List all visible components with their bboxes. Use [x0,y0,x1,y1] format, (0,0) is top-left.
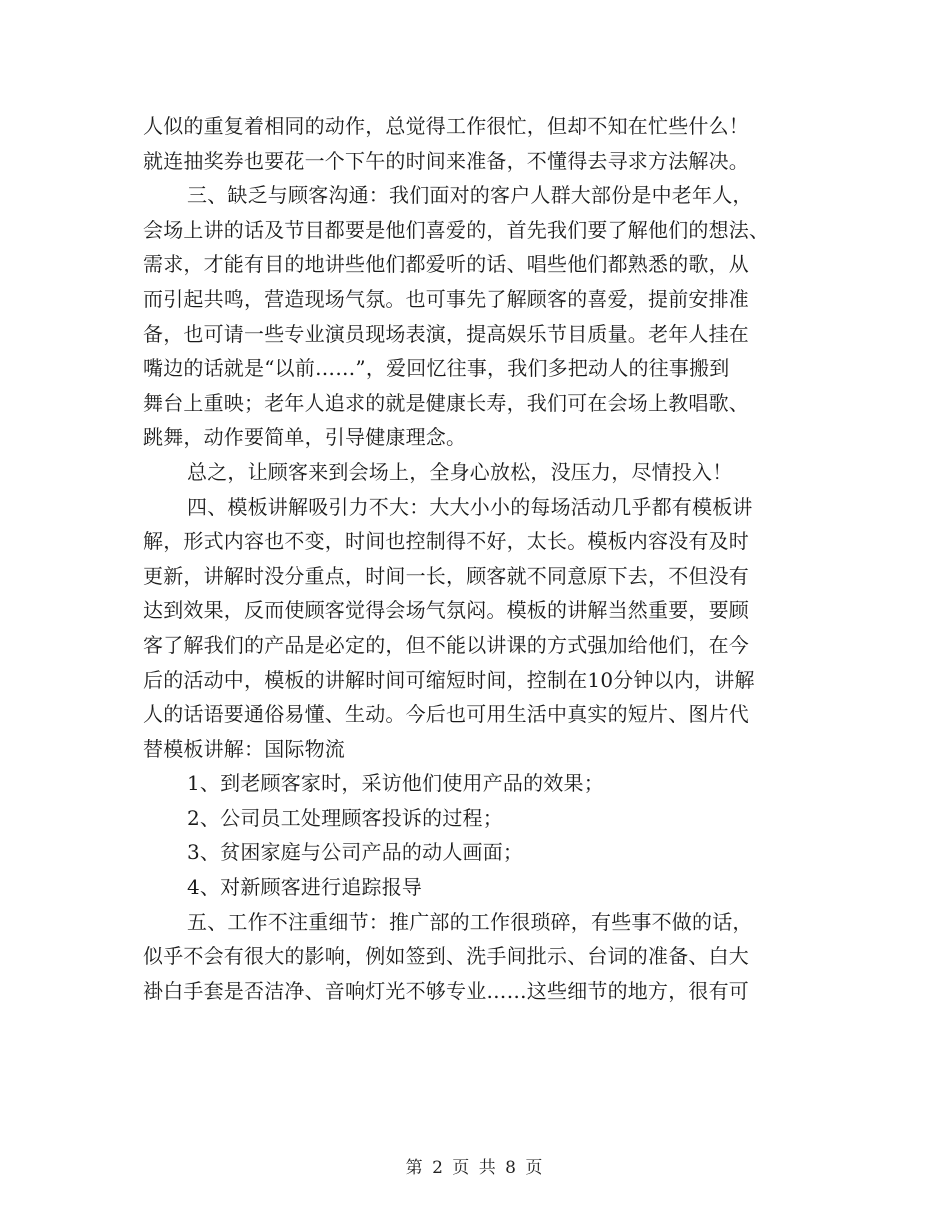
document-body [143,109,803,1008]
text-line: 会场上讲的话及节目都要是他们喜爱的，首先我们要了解他们的想法、 [143,217,770,242]
text-line: 4、对新顾客进行追踪报导 [187,875,423,900]
text-line: 客了解我们的产品是必定的，但不能以讲课的方式强加给他们，在今 [143,632,749,657]
text-line: 备，也可请一些专业演员现场表演，提高娱乐节目质量。老年人挂在 [143,321,749,346]
text-line: 2、公司员工处理顾客投诉的过程； [187,805,503,830]
text-line: 褂白手套是否洁净、音响灯光不够专业……这些细节的地方，很有可 [143,978,749,1003]
text-line: 三、缺乏与顾客沟通：我们面对的客户人群大部份是中老年人， [187,183,753,208]
text-line: 3、贫困家庭与公司产品的动人画面； [187,840,524,865]
text-line: 达到效果，反而使顾客觉得会场气氛闷。模板的讲解当然重要，要顾 [143,598,749,623]
text-line: 1、到老顾客家时，采访他们使用产品的效果； [187,771,604,796]
text-line: 总之，让顾客来到会场上，全身心放松，没压力，尽情投入！ [187,459,733,484]
text-line: 五、工作不注重细节：推广部的工作很琐碎，有些事不做的话， [187,909,753,934]
text-line: 四、模板讲解吸引力不大：大大小小的每场活动几乎都有模板讲 [187,494,753,519]
text-line: 更新，讲解时没分重点，时间一长，顾客就不同意原下去，不但没有 [143,563,749,588]
page-footer: 第 2 页 共 8 页 [405,1158,545,1178]
text-line: 人似的重复着相同的动作，总觉得工作很忙，但却不知在忙些什么！ [143,114,749,138]
text-line: 而引起共鸣，营造现场气氛。也可事先了解顾客的喜爱，提前安排准 [143,286,749,311]
text-line: 替模板讲解：国际物流 [143,736,345,761]
text-line: 人的话语要通俗易懂、生动。今后也可用生活中真实的短片、图片代 [143,702,749,727]
text-line: 就连抽奖券也要花一个下午的时间来准备，不懂得去寻求方法解决。 [143,148,749,173]
text-line: 需求，才能有目的地讲些他们都爱听的话、唱些他们都熟悉的歌，从 [143,252,749,277]
text-line: 解，形式内容也不变，时间也控制得不好，太长。模板内容没有及时 [143,529,749,554]
text-line: 似乎不会有很大的影响，例如签到、洗手间批示、台词的准备、白大 [143,944,749,969]
text-line: 跳舞，动作要简单，引导健康理念。 [143,425,467,450]
text-line: 嘴边的话就是“以前……”，爱回忆往事，我们多把动人的往事搬到 [143,356,730,381]
text-line: 舞台上重映；老年人追求的就是健康长寿，我们可在会场上教唱歌、 [143,390,749,415]
text-line: 后的活动中，模板的讲解时间可缩短时间，控制在10分钟以内，讲解 [143,667,755,692]
